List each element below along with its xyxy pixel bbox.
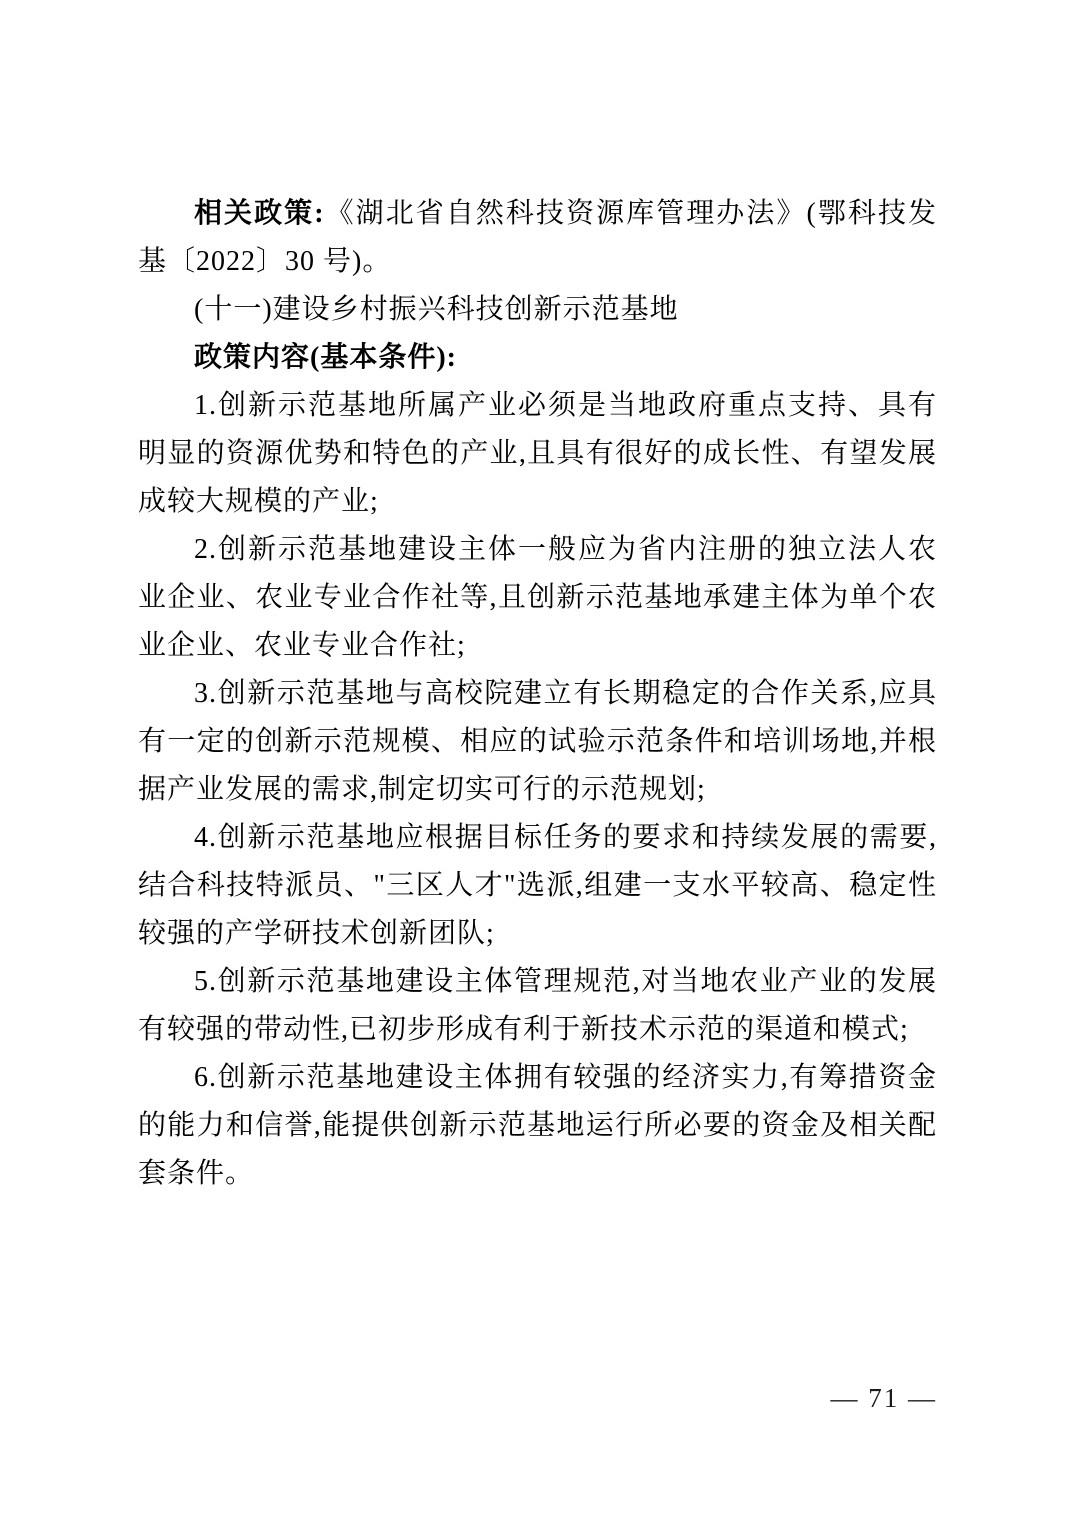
document-body xyxy=(138,190,937,1198)
condition-item-3: 3.创新示范基地与高校院建立有长期稳定的合作关系,应具有一定的创新示范规模、相应的试验示范条件和培训场地,并根据产业发展的需求,制定切实可行的示范规划; xyxy=(138,678,937,805)
condition-item-6: 6.创新示范基地建设主体拥有较强的经济实力,有筹措资金的能力和信誉,能提供创新示范基地运行所必要的资金及相关配套条件。 xyxy=(138,1062,937,1189)
paragraph-related-policy xyxy=(138,190,937,286)
section-heading: (十一)建设乡村振兴科技创新示范基地 xyxy=(194,294,679,325)
related-policy-label: 相关政策: xyxy=(194,198,325,229)
policy-content-heading: 政策内容(基本条件): xyxy=(194,342,457,373)
condition-item-4: 4.创新示范基地应根据目标任务的要求和持续发展的需要,结合科技特派员、"三区人才"选派,组建一支水平较高、稳定性较强的产学研技术创新团队; xyxy=(138,822,937,949)
condition-item-1: 1.创新示范基地所属产业必须是当地政府重点支持、具有明显的资源优势和特色的产业,且具有很好的成长性、有望发展成较大规模的产业; xyxy=(138,390,937,517)
condition-item-2: 2.创新示范基地建设主体一般应为省内注册的独立法人农业企业、农业专业合作社等,且创新示范基地承建主体为单个农业企业、农业专业合作社; xyxy=(138,534,937,661)
page-footer xyxy=(831,1378,938,1418)
condition-item-5: 5.创新示范基地建设主体管理规范,对当地农业产业的发展有较强的带动性,已初步形成有利于新技术示范的渠道和模式; xyxy=(138,966,937,1045)
page-number: — 71 — xyxy=(830,1383,937,1413)
related-policy-text: 《湖北省自然科技资源库管理办法》(鄂科技发基〔2022〕30 号)。 xyxy=(138,198,938,277)
